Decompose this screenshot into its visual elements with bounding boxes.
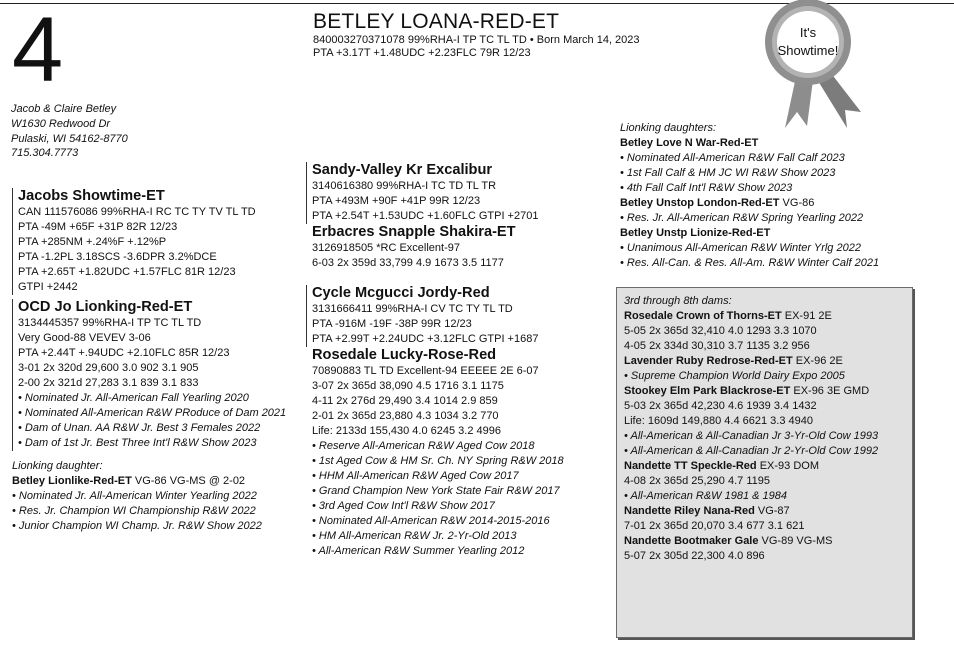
dam-daughter-section bbox=[12, 459, 304, 534]
sire-dam-line: 3126918505 *RC Excellent-97 bbox=[312, 242, 460, 254]
sire-line: PTA +2.65T +1.82UDC +1.57FLC 81R 12/23 bbox=[18, 266, 236, 278]
dam-dam-honor: • 1st Aged Cow & HM Sr. Ch. NY Spring R&W 2018 bbox=[312, 455, 564, 467]
dam-sire-line: PTA -916M -19F -38P 99R 12/23 bbox=[312, 318, 472, 330]
dam-name: OCD Jo Lionking-Red-ET bbox=[18, 299, 193, 315]
sire-dam-name: Erbacres Snapple Shakira-ET bbox=[312, 224, 516, 240]
dam-dam-honor: • HM All-American R&W Jr. 2-Yr-Old 2013 bbox=[312, 530, 517, 542]
dam-entry-score: VG-89 VG-MS bbox=[758, 535, 833, 547]
dam-entry-record: 4-08 2x 365d 25,290 4.7 1195 bbox=[624, 475, 770, 487]
daughter-honor: • Res. Jr. Champion WI Championship R&W 2022 bbox=[12, 505, 256, 517]
dam-entry-name: Nandette Riley Nana-Red bbox=[624, 505, 755, 517]
daughter-2-honor: • Res. Jr. All-American R&W Spring Yearling 2022 bbox=[620, 212, 864, 224]
dam-entry-honor: • All-American & All-Canadian Jr 3-Yr-Old Cow 1993 bbox=[624, 430, 879, 442]
extended-dams-box bbox=[616, 287, 913, 638]
dam-dam-name: Rosedale Lucky-Rose-Red bbox=[312, 347, 497, 363]
dam-entry-honor: • Supreme Champion World Dairy Expo 2005 bbox=[624, 370, 845, 382]
dam-honor: • Dam of Unan. AA R&W Jr. Best 3 Females 2022 bbox=[18, 422, 261, 434]
dam-entry-score: VG-87 bbox=[754, 505, 790, 517]
dam-entry-record: 5-07 2x 305d 22,300 4.0 896 bbox=[624, 550, 765, 562]
daughter-1-honor: • 4th Fall Calf Int'l R&W Show 2023 bbox=[620, 182, 793, 194]
dams-box-label: 3rd through 8th dams: bbox=[624, 295, 732, 307]
owner-info bbox=[11, 102, 128, 161]
owner-line: Pulaski, WI 54162-8770 bbox=[11, 132, 128, 145]
dam-entry-name: Nandette Bootmaker Gale bbox=[624, 535, 759, 547]
dam-line: 3-01 2x 320d 29,600 3.0 902 3.1 905 bbox=[18, 362, 199, 374]
daughter-1-honor: • 1st Fall Calf & HM JC WI R&W Show 2023 bbox=[620, 167, 836, 179]
sire-sire-name: Sandy-Valley Kr Excalibur bbox=[312, 162, 493, 178]
grandparents-column bbox=[306, 162, 606, 559]
sire-sire-line: 3140616380 99%RHA-I TC TD TL TR bbox=[312, 180, 497, 192]
lionking-daughters-section bbox=[620, 121, 920, 271]
dam-line: 3134445357 99%RHA-I TP TC TL TD bbox=[18, 317, 202, 329]
dam-entry-name: Lavender Ruby Redrose-Red-ET bbox=[624, 355, 793, 367]
daughter-1-name: Betley Love N War-Red-ET bbox=[620, 137, 759, 149]
dam-entry-name: Stookey Elm Park Blackrose-ET bbox=[624, 385, 791, 397]
dam-section bbox=[12, 299, 304, 451]
dam-sire-section bbox=[306, 285, 606, 347]
dam-dam-honor: • Reserve All-American R&W Aged Cow 2018 bbox=[312, 440, 535, 452]
dam-dam-line: Life: 2133d 155,430 4.0 6245 3.2 4996 bbox=[312, 425, 502, 437]
daughter-2-score: VG-86 bbox=[779, 197, 815, 209]
sire-dam-section bbox=[306, 224, 606, 271]
lot-number: 4 bbox=[12, 0, 62, 101]
dam-honor: • Nominated Jr. All-American Fall Yearling 2020 bbox=[18, 392, 249, 404]
rosette-center bbox=[777, 11, 839, 73]
owner-line: Jacob & Claire Betley bbox=[11, 103, 117, 115]
sire-sire-line: PTA +2.54T +1.53UDC +1.60FLC GTPI +2701 bbox=[312, 210, 539, 222]
dam-entry-record: 5-05 2x 365d 32,410 4.0 1293 3.3 1070 bbox=[624, 325, 817, 337]
dam-line: 2-00 2x 321d 27,283 3.1 839 3.1 833 bbox=[18, 377, 199, 389]
daughter-honor: • Nominated Jr. All-American Winter Yearling 2022 bbox=[12, 490, 257, 502]
dam-entry-record: Life: 1609d 149,880 4.4 6621 3.3 4940 bbox=[624, 415, 814, 427]
registration-line: 840003270371078 99%RHA-I TP TC TL TD • Born March 14, 2023 bbox=[313, 34, 640, 46]
dam-entry-record: 5-03 2x 365d 42,230 4.6 1939 3.4 1432 bbox=[624, 400, 817, 412]
dam-entry-record: 4-05 2x 334d 30,310 3.7 1135 3.2 956 bbox=[624, 340, 810, 352]
dam-dam-line: 70890883 TL TD Excellent-94 EEEEE 2E 6-07 bbox=[312, 365, 539, 377]
sire-line: PTA -49M +65F +31P 82R 12/23 bbox=[18, 221, 178, 233]
animal-name: BETLEY LOANA-RED-ET bbox=[313, 10, 560, 33]
daughter-honor: • Junior Champion WI Champ. Jr. R&W Show 2022 bbox=[12, 520, 262, 532]
daughter-3-honor: • Unanimous All-American R&W Winter Yrlg 2022 bbox=[620, 242, 861, 254]
dam-dam-honor: • Nominated All-American R&W 2014-2015-2016 bbox=[312, 515, 550, 527]
badge-line-1: It's bbox=[799, 25, 817, 40]
sire-dam-line: 6-03 2x 359d 33,799 4.9 1673 3.5 1177 bbox=[312, 257, 504, 269]
dam-dam-honor: • All-American R&W Summer Yearling 2012 bbox=[312, 545, 525, 557]
dam-dam-honor: • Grand Champion New York State Fair R&W 2017 bbox=[312, 485, 560, 497]
sire-line: PTA +285NM +.24%F +.12%P bbox=[18, 236, 167, 248]
daughter-3-honor: • Res. All-Can. & Res. All-Am. R&W Winter Calf 2021 bbox=[620, 257, 880, 269]
daughter-2-name: Betley Unstop London-Red-ET bbox=[620, 197, 780, 209]
sire-line: PTA -1.2PL 3.18SCS -3.6DPR 3.2%DCE bbox=[18, 251, 217, 263]
daughter-label: Lionking daughter: bbox=[12, 460, 103, 472]
dam-line: Very Good-88 VEVEV 3-06 bbox=[18, 332, 151, 344]
dam-sire-line: PTA +2.99T +2.24UDC +3.12FLC GTPI +1687 bbox=[312, 333, 539, 345]
dam-entry-honor: • All-American & All-Canadian Jr 2-Yr-Old Cow 1992 bbox=[624, 445, 879, 457]
dam-sire-name: Cycle Mcgucci Jordy-Red bbox=[312, 285, 490, 301]
dam-entry-score: EX-91 2E bbox=[781, 310, 832, 322]
lionking-daughters-label: Lionking daughters: bbox=[620, 122, 717, 134]
dam-entry-record: 7-01 2x 365d 20,070 3.4 677 3.1 621 bbox=[624, 520, 805, 532]
dam-entry-score: EX-96 2E bbox=[792, 355, 843, 367]
sire-line: CAN 111576086 99%RHA-I RC TC TY TV TL TD bbox=[18, 206, 256, 218]
owner-line: W1630 Redwood Dr bbox=[11, 117, 111, 130]
dam-dam-line: 2-01 2x 365d 23,880 4.3 1034 3.2 770 bbox=[312, 410, 499, 422]
dam-entry-score: EX-96 3E GMD bbox=[790, 385, 870, 397]
dam-entry-name: Nandette TT Speckle-Red bbox=[624, 460, 757, 472]
sire-line: GTPI +2442 bbox=[18, 281, 78, 293]
daughter-1-honor: • Nominated All-American R&W Fall Calf 2023 bbox=[620, 152, 845, 164]
dam-entry-score: EX-93 DOM bbox=[756, 460, 819, 472]
daughter-score: VG-86 VG-MS @ 2-02 bbox=[131, 475, 246, 487]
sire-sire-line: PTA +493M +90F +41P 99R 12/23 bbox=[312, 195, 481, 207]
dam-line: PTA +2.44T +.94UDC +2.10FLC 85R 12/23 bbox=[18, 347, 230, 359]
dam-entry-honor: • All-American R&W 1981 & 1984 bbox=[624, 490, 788, 502]
sire-dam-column bbox=[12, 188, 304, 534]
dam-honor: • Dam of 1st Jr. Best Three Int'l R&W Show 2023 bbox=[18, 437, 257, 449]
dam-sire-line: 3131666411 99%RHA-I CV TC TY TL TD bbox=[312, 303, 513, 315]
dam-dam-line: 4-11 2x 276d 29,490 3.4 1014 2.9 859 bbox=[312, 395, 498, 407]
daughter-3-name: Betley Unstp Lionize-Red-ET bbox=[620, 227, 771, 239]
dam-dam-section bbox=[306, 347, 606, 559]
daughter-name: Betley Lionlike-Red-ET bbox=[12, 475, 132, 487]
sire-section bbox=[12, 188, 304, 295]
sire-name: Jacobs Showtime-ET bbox=[18, 188, 165, 204]
owner-line: 715.304.7773 bbox=[11, 147, 79, 160]
lot-header bbox=[313, 10, 640, 60]
badge-line-2: Showtime! bbox=[777, 43, 839, 58]
pta-line: PTA +3.17T +1.48UDC +2.23FLC 79R 12/23 bbox=[313, 47, 531, 59]
dam-dam-line: 3-07 2x 365d 38,090 4.5 1716 3.1 1175 bbox=[312, 380, 504, 392]
dam-honor: • Nominated All-American R&W PRoduce of Dam 2021 bbox=[18, 407, 287, 419]
sire-sire-section bbox=[306, 162, 606, 224]
dam-dam-honor: • HHM All-American R&W Aged Cow 2017 bbox=[312, 470, 519, 482]
dam-dam-honor: • 3rd Aged Cow Int'l R&W Show 2017 bbox=[312, 500, 495, 512]
dam-entry-name: Rosedale Crown of Thorns-ET bbox=[624, 310, 782, 322]
